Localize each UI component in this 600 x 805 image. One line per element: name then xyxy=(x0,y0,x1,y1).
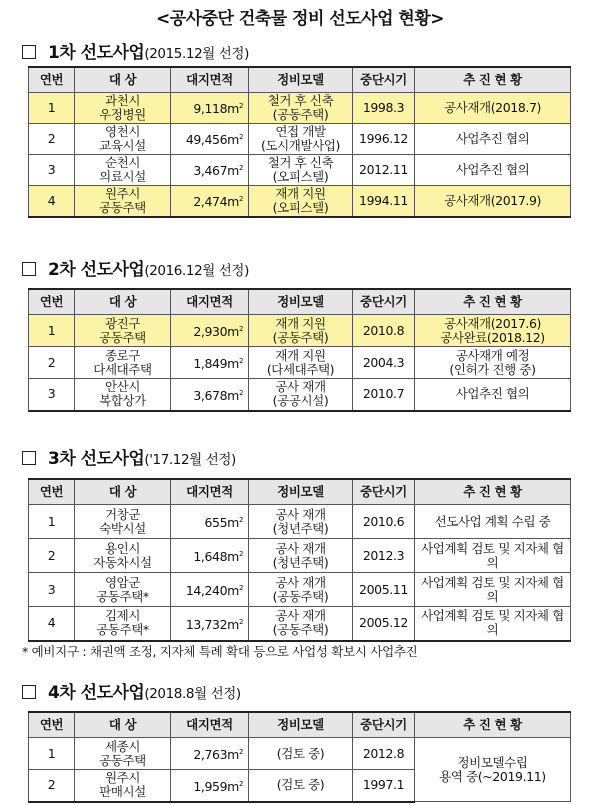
section-title: 4차 선도사업 xyxy=(48,683,145,703)
row-no: 2 xyxy=(29,347,75,379)
header-period: 중단시기 xyxy=(353,67,415,93)
row-no: 1 xyxy=(29,505,75,539)
section-title: 2차 선도사업 xyxy=(48,260,145,280)
header-no: 연번 xyxy=(29,289,75,315)
section-4-heading xyxy=(22,678,241,703)
section-title: 1차 선도사업 xyxy=(48,43,145,63)
header-no: 연번 xyxy=(29,479,75,505)
row-model: 재개 지원 (다세대주택) xyxy=(249,347,353,379)
row-area: $3,467m^2$ xyxy=(171,155,249,186)
row-model: 철거 후 신축 (오피스텔) xyxy=(249,155,353,186)
section-date: (2015.12월 선정) xyxy=(144,46,249,62)
square-bullet-icon xyxy=(22,451,36,465)
table-row xyxy=(29,738,571,770)
row-no: 1 xyxy=(29,93,75,124)
table-header-row xyxy=(29,712,571,738)
section-2-heading xyxy=(22,255,249,280)
row-no: 3 xyxy=(29,379,75,411)
section-3-table xyxy=(28,478,571,642)
table-row xyxy=(29,573,571,607)
row-area: $9,118m^2$ xyxy=(171,93,249,124)
table-row xyxy=(29,186,571,217)
header-target: 대 상 xyxy=(75,289,171,315)
row-no: 4 xyxy=(29,607,75,641)
header-area: 대지면적 xyxy=(171,479,249,505)
row-target: 과천시 우정병원 xyxy=(75,93,171,124)
row-status: 공사재개(2018.7) xyxy=(415,93,571,124)
row-model: 연접 개발 (도시개발사업) xyxy=(249,124,353,155)
header-status: 추 진 현 황 xyxy=(415,712,571,738)
table-header-row xyxy=(29,67,571,93)
header-target: 대 상 xyxy=(75,712,171,738)
row-target: 원주시 공동주택 xyxy=(75,186,171,217)
header-status: 추 진 현 황 xyxy=(415,479,571,505)
row-status: 사업계획 검토 및 지자체 협의 xyxy=(415,607,571,641)
square-bullet-icon xyxy=(22,45,36,59)
row-target: 순천시 의료시설 xyxy=(75,155,171,186)
row-period: 2010.6 xyxy=(353,505,415,539)
row-area: $655m^2$ xyxy=(171,505,249,539)
row-area: $49,456m^2$ xyxy=(171,124,249,155)
section-2-table xyxy=(28,288,571,412)
row-area: $3,678m^2$ xyxy=(171,379,249,411)
section-1-table xyxy=(28,66,571,218)
square-bullet-icon xyxy=(22,685,36,699)
header-no: 연번 xyxy=(29,712,75,738)
row-area: $1,959m^2$ xyxy=(171,770,249,802)
row-status: 사업추진 협의 xyxy=(415,155,571,186)
row-period: 1994.11 xyxy=(353,186,415,217)
row-no: 1 xyxy=(29,738,75,770)
row-period: 1997.1 xyxy=(353,770,415,802)
table-row xyxy=(29,539,571,573)
row-target: 광진구 공동주택 xyxy=(75,315,171,347)
header-no: 연번 xyxy=(29,67,75,93)
header-period: 중단시기 xyxy=(353,479,415,505)
row-model: 재개 지원 (오피스텔) xyxy=(249,186,353,217)
row-model: 공사 재개 (공동주택) xyxy=(249,573,353,607)
row-area: $2,930m^2$ xyxy=(171,315,249,347)
header-model: 정비모델 xyxy=(249,67,353,93)
row-area: $2,474m^2$ xyxy=(171,186,249,217)
table-row xyxy=(29,155,571,186)
row-period: 2005.12 xyxy=(353,607,415,641)
square-bullet-icon xyxy=(22,262,36,276)
row-model: 재개 지원 (공동주택) xyxy=(249,315,353,347)
row-period: 2005.11 xyxy=(353,573,415,607)
header-target: 대 상 xyxy=(75,67,171,93)
header-area: 대지면적 xyxy=(171,289,249,315)
section-date: (2018.8월 선정) xyxy=(144,686,241,702)
table-header-row xyxy=(29,289,571,315)
row-status: 사업추진 협의 xyxy=(415,379,571,411)
table-row xyxy=(29,607,571,641)
row-period: 1996.12 xyxy=(353,124,415,155)
section-date: (2016.12월 선정) xyxy=(144,263,249,279)
header-area: 대지면적 xyxy=(171,67,249,93)
header-status: 추 진 현 황 xyxy=(415,67,571,93)
row-status: 공사재개(2017.9) xyxy=(415,186,571,217)
row-status: 공사재개(2017.6) 공사완료(2018.12) xyxy=(415,315,571,347)
section-3-heading xyxy=(22,444,236,469)
row-area: $2,763m^2$ xyxy=(171,738,249,770)
row-model: 공사 재개 (청년주택) xyxy=(249,505,353,539)
row-status: 사업계획 검토 및 지자체 협의 xyxy=(415,573,571,607)
row-no: 4 xyxy=(29,186,75,217)
table-row xyxy=(29,93,571,124)
row-status: 선도사업 계획 수립 중 xyxy=(415,505,571,539)
section-1-heading xyxy=(22,38,249,63)
merged-status: 정비모델수립 용역 중(~2019.11) xyxy=(415,738,571,802)
row-target: 종로구 다세대주택 xyxy=(75,347,171,379)
row-model: 공사 재개 (청년주택) xyxy=(249,539,353,573)
row-period: 2012.8 xyxy=(353,738,415,770)
row-period: 2004.3 xyxy=(353,347,415,379)
row-model: 공사 재개 (공동주택) xyxy=(249,607,353,641)
header-target: 대 상 xyxy=(75,479,171,505)
section-4-table xyxy=(28,711,571,803)
table-row xyxy=(29,379,571,411)
header-model: 정비모델 xyxy=(249,479,353,505)
row-status: 공사재개 예정 (인허가 진행 중) xyxy=(415,347,571,379)
row-area: $1,648m^2$ xyxy=(171,539,249,573)
row-target: 거창군 숙박시설 xyxy=(75,505,171,539)
table-row xyxy=(29,347,571,379)
row-model: 철거 후 신축 (공동주택) xyxy=(249,93,353,124)
header-status: 추 진 현 황 xyxy=(415,289,571,315)
header-period: 중단시기 xyxy=(353,712,415,738)
row-target: 영암군 공동주택* xyxy=(75,573,171,607)
page-title: <공사중단 건축물 정비 선도사업 현황> xyxy=(156,9,444,29)
row-no: 1 xyxy=(29,315,75,347)
row-target: 세종시 공동주택 xyxy=(75,738,171,770)
row-period: 2012.3 xyxy=(353,539,415,573)
row-no: 3 xyxy=(29,573,75,607)
footnote: * 예비지구 : 채권액 조정, 지자체 특례 확대 등으로 사업성 확보시 사업추진 xyxy=(22,644,418,659)
row-target: 용인시 자동차시설 xyxy=(75,539,171,573)
row-area: $13,732m^2$ xyxy=(171,607,249,641)
row-model: (검토 중) xyxy=(249,738,353,770)
row-model: (검토 중) xyxy=(249,770,353,802)
table-row xyxy=(29,505,571,539)
row-no: 3 xyxy=(29,155,75,186)
row-area: $1,849m^2$ xyxy=(171,347,249,379)
row-no: 2 xyxy=(29,539,75,573)
row-status: 사업추진 협의 xyxy=(415,124,571,155)
section-title: 3차 선도사업 xyxy=(48,449,145,469)
section-date: ('17.12월 선정) xyxy=(144,452,236,468)
header-area: 대지면적 xyxy=(171,712,249,738)
row-period: 2010.8 xyxy=(353,315,415,347)
row-period: 2010.7 xyxy=(353,379,415,411)
row-area: $14,240m^2$ xyxy=(171,573,249,607)
row-target: 원주시 판매시설 xyxy=(75,770,171,802)
row-period: 1998.3 xyxy=(353,93,415,124)
row-no: 2 xyxy=(29,124,75,155)
header-period: 중단시기 xyxy=(353,289,415,315)
row-no: 2 xyxy=(29,770,75,802)
row-target: 김제시 공동주택* xyxy=(75,607,171,641)
table-row xyxy=(29,315,571,347)
header-model: 정비모델 xyxy=(249,712,353,738)
row-model: 공사 재개 (공공시설) xyxy=(249,379,353,411)
row-period: 2012.11 xyxy=(353,155,415,186)
row-target: 영천시 교육시설 xyxy=(75,124,171,155)
table-header-row xyxy=(29,479,571,505)
row-status: 사업계획 검토 및 지자체 협의 xyxy=(415,539,571,573)
table-row xyxy=(29,124,571,155)
row-target: 안산시 복합상가 xyxy=(75,379,171,411)
header-model: 정비모델 xyxy=(249,289,353,315)
